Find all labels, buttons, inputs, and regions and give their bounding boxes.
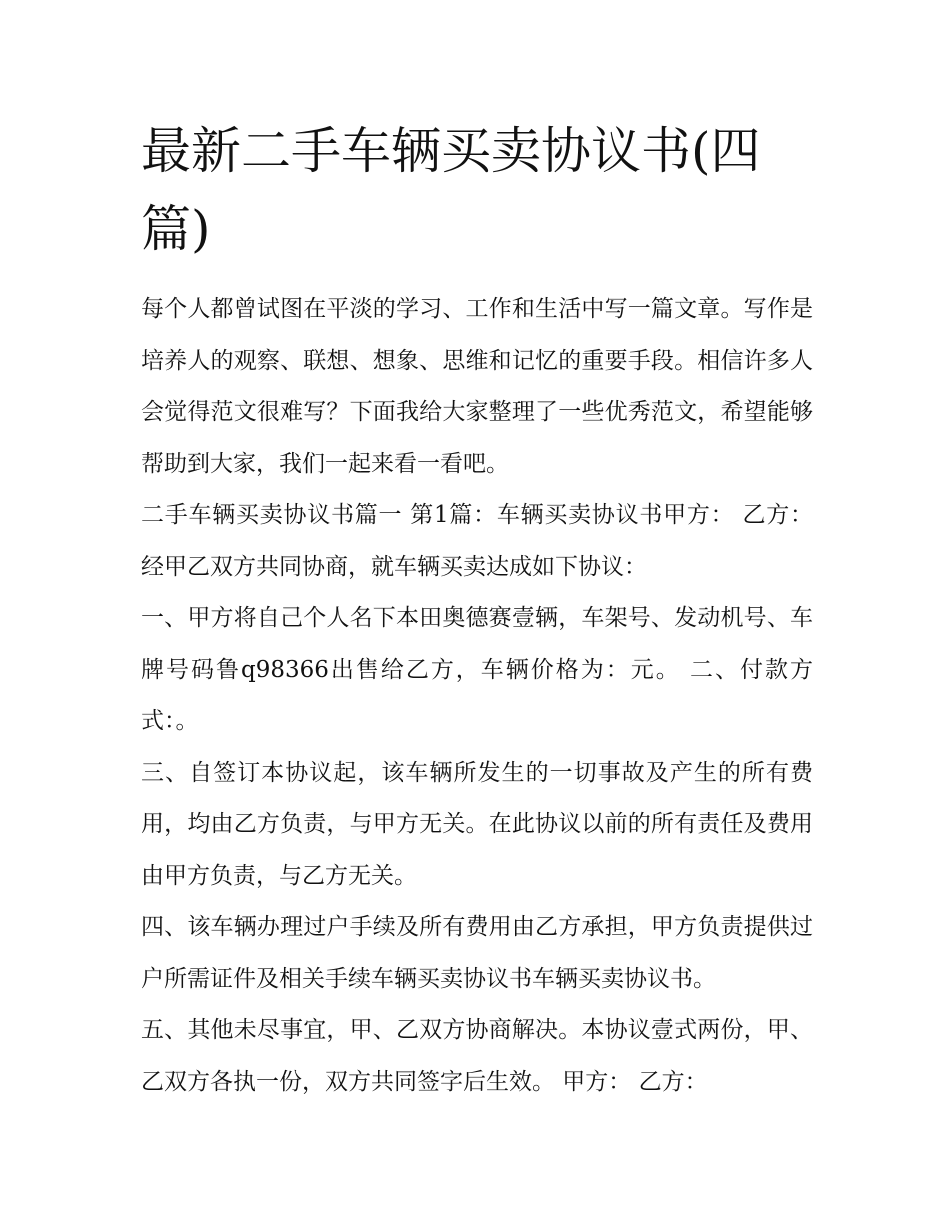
clause-4-paragraph: 四、该车辆办理过户手续及所有费用由乙方承担，甲方负责提供过户所需证件及相关手续车辆买卖协议书车辆买卖协议书。 xyxy=(141,914,813,992)
clause-3-paragraph: 三、自签订本协议起，该车辆所发生的一切事故及产生的所有费用，均由乙方负责，与甲方无关。在此协议以前的所有责任及费用由甲方负责，与乙方无关。 xyxy=(141,759,813,889)
agreement-header-paragraph: 二手车辆买卖协议书篇一 第1篇：车辆买卖协议书甲方： 乙方： 经甲乙双方共同协商，就车辆买卖达成如下协议： xyxy=(141,502,813,580)
clause-1-paragraph: 一、甲方将自己个人名下本田奥德赛壹辆，车架号、发动机号、车牌号码鲁q98366出售给乙方，车辆价格为：元。 二、付款方式：。 xyxy=(141,605,813,734)
document-title: 最新二手车辆买卖协议书(四篇) xyxy=(141,122,761,258)
document-page xyxy=(141,112,813,1108)
intro-paragraph: 每个人都曾试图在平淡的学习、工作和生活中写一篇文章。写作是培养人的观察、联想、想象、思维和记忆的重要手段。相信许多人会觉得范文很难写？下面我给大家整理了一些优秀范文，希望能够帮助到大家，我们一起来看一看吧。 xyxy=(141,296,813,477)
clause-5-paragraph: 五、其他未尽事宜，甲、乙双方协商解决。本协议壹式两份，甲、乙双方各执一份，双方共同签字后生效。 甲方： 乙方： xyxy=(141,1017,813,1095)
